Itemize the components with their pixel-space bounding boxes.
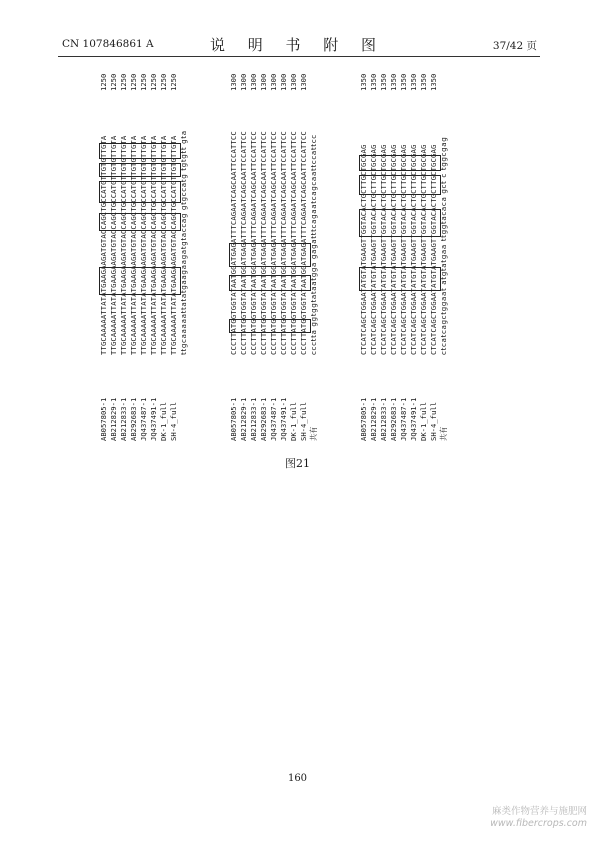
position-number: 1350 [389, 73, 398, 91]
sequence-label: AB057805-1 [99, 397, 108, 441]
column-highlight-box [99, 181, 181, 203]
position-number: 1250 [159, 73, 168, 91]
sequence-row [150, 66, 158, 441]
position-number: 1350 [369, 73, 378, 91]
sequence-label: AB292683-1 [259, 397, 268, 441]
position-number: 1300 [289, 73, 298, 91]
consensus-sequence: ctcatcagctggaat atgtatgaa ttggtacaca gct c tggcgag [439, 136, 448, 355]
patent-number: CN 107846861 A [62, 38, 154, 50]
sequence-row [360, 66, 368, 441]
sequence-text: TTGCAAAAATTATATGAAGAAGATGTACCAGCTGCCATGTTGTGTTGTA [159, 135, 168, 355]
sequence-label: JQ437491-1 [409, 397, 418, 441]
figure-caption: 图21 [285, 457, 310, 470]
sequence-label: AB212833-1 [249, 397, 258, 441]
consensus-label: 共有 [439, 426, 448, 441]
sequence-label: SH-4_full [429, 402, 438, 441]
sequence-row [140, 66, 148, 441]
sequence-text: CTCATCAGCTGGAATATGTATGAAGTTGGTACACTGCTTGCTGCGAG [419, 144, 428, 355]
column-highlight-box [99, 163, 181, 177]
rotated-alignment [100, 66, 500, 441]
sequence-row [130, 66, 138, 441]
sequence-label: JQ437487-1 [269, 397, 278, 441]
sequence-text: TTGCAAAAATTATATGAAGAAGATGTACCAGCTGCCATGTTGTGTTGTA [139, 135, 148, 355]
position-number: 1300 [269, 73, 278, 91]
sequence-text: TTGCAAAAATTATATGAAGAAGATGTACCAGCTGCCATGTTGTGTTGTA [109, 135, 118, 355]
sequence-label: AB212829-1 [239, 397, 248, 441]
position-number: 1350 [419, 73, 428, 91]
consensus-row [180, 66, 188, 441]
sequence-row [110, 66, 118, 441]
sequence-label: JQ437491-1 [279, 397, 288, 441]
position-number: 1300 [279, 73, 288, 91]
column-highlight-box [229, 275, 311, 291]
sequence-text: CTCATCAGCTGGAATATGTATGAAGTTGGTACACTGCTTGCTGCGAG [359, 144, 368, 355]
sequence-row [370, 66, 378, 441]
page-counter: 37/42 页 [492, 40, 537, 52]
sequence-label: AB212829-1 [109, 397, 118, 441]
sequence-text: CTCATCAGCTGGAATATGTATGAAGTTGGTACACTGCTTGCTGCGAG [409, 144, 418, 355]
sequence-row [400, 66, 408, 441]
column-highlight-box [359, 175, 441, 195]
sequence-text: TTGCAAAAATTATATGAAGAAGATGTACCAGCTGCCATGTTGTGTTGTA [169, 135, 178, 355]
alignment-block [360, 66, 454, 441]
position-number: 1350 [429, 73, 438, 91]
position-number: 1250 [169, 73, 178, 91]
position-number: 1250 [109, 73, 118, 91]
alignment-block [230, 66, 324, 441]
sequence-text: CTCATCAGCTGGAATATGTATGAAGTTGGTACACTGCTTGCTGCGAG [369, 144, 378, 355]
position-number: 1300 [239, 73, 248, 91]
position-number: 1300 [259, 73, 268, 91]
position-number: 1250 [139, 73, 148, 91]
alignment-block [100, 66, 194, 441]
sequence-row [170, 66, 178, 441]
position-number: 1350 [379, 73, 388, 91]
sequence-label: AB057805-1 [359, 397, 368, 441]
sequence-text: CCCTTATGGTGGTATAATGGATGAGATTTCAGAATCAGCAATTCCATTCC [279, 131, 288, 355]
sequence-text: TTGCAAAAATTATATGAAGAAGATGTACCAGCTGCCATGTTGTGTTGTA [149, 135, 158, 355]
sequence-text: CTCATCAGCTGGAATATGTATGAAGTTGGTACACTGCTTGCTGCGAG [379, 144, 388, 355]
sequence-text: CCCTTATGGTGGTATAATGGATGAGATTTCAGAATCAGCAATTCCATTCC [249, 131, 258, 355]
page-heading: 说 明 书 附 图 [209, 36, 386, 54]
position-number: 1300 [299, 73, 308, 91]
position-number: 1250 [99, 73, 108, 91]
column-highlight-box [99, 213, 181, 231]
sequence-row [430, 66, 438, 441]
sequence-label: DK-1_full [419, 402, 428, 441]
consensus-sequence: ccctta ggtggtataatgga gagatttcagaatcagcaattccattcc [309, 134, 318, 355]
column-highlight-box [99, 143, 181, 159]
sequence-label: JQ437491-1 [149, 397, 158, 441]
sequence-label: JQ437487-1 [399, 397, 408, 441]
sequence-text: CCCTTATGGTGGTATAATGGATGAGATTTCAGAATCAGCAATTCCATTCC [289, 131, 298, 355]
sequence-text: CCCTTATGGTGGTATAATGGATGAGATTTCAGAATCAGCAATTCCATTCC [239, 131, 248, 355]
position-number: 1350 [359, 73, 368, 91]
column-highlight-box [99, 267, 181, 295]
consensus-row [310, 66, 318, 441]
position-number: 1350 [409, 73, 418, 91]
watermark-text: 麻类作物营养与施肥网 [491, 806, 587, 817]
sequence-text: CCCTTATGGTGGTATAATGGATGAGATTTCAGAATCAGCAATTCCATTCC [259, 131, 268, 355]
sequence-row [390, 66, 398, 441]
sequence-row [160, 66, 168, 441]
column-highlight-box [359, 209, 441, 237]
consensus-sequence: ttgcaaaaattatatgaagaagatgtaccag gtgccatg tgtgtt gta [179, 130, 188, 355]
sequence-text: CCCTTATGGTGGTATAATGGATGAGATTTCAGAATCAGCAATTCCATTCC [229, 131, 238, 355]
header-rule [58, 56, 540, 57]
sequence-text: CCCTTATGGTGGTATAATGGATGAGATTTCAGAATCAGCAATTCCATTCC [299, 131, 308, 355]
position-number: 1300 [229, 73, 238, 91]
sequence-text: CTCATCAGCTGGAATATGTATGAAGTTGGTACACTGCTTGCTGCGAG [389, 144, 398, 355]
position-number: 1350 [399, 73, 408, 91]
sequence-label: AB057805-1 [229, 397, 238, 441]
watermark-url: www.fibercrops.com [490, 818, 587, 829]
position-number: 1250 [129, 73, 138, 91]
sequence-row [120, 66, 128, 441]
sequence-text: TTGCAAAAATTATATGAAGAAGATGTACCAGCTGCCATGTTGTGTTGTA [129, 135, 138, 355]
sequence-alignment-figure [100, 66, 500, 441]
sequence-label: AB212833-1 [119, 397, 128, 441]
sequence-label: JQ437487-1 [139, 397, 148, 441]
sequence-label: AB292683-1 [389, 397, 398, 441]
column-highlight-box [229, 243, 311, 267]
sequence-row [420, 66, 428, 441]
sequence-label: AB292683-1 [129, 397, 138, 441]
sequence-text: CTCATCAGCTGGAATATGTATGAAGTTGGTACACTGCTTGCTGCGAG [399, 144, 408, 355]
column-highlight-box [229, 319, 311, 333]
sequence-row [410, 66, 418, 441]
sequence-text: CTCATCAGCTGGAATATGTATGAAGTTGGTACACTGCTTGCTGCGAG [429, 144, 438, 355]
sequence-label: AB212833-1 [379, 397, 388, 441]
consensus-row [440, 66, 448, 441]
sequence-text: CCCTTATGGTGGTATAATGGATGAGATTTCAGAATCAGCAATTCCATTCC [269, 131, 278, 355]
sequence-label: AB212829-1 [369, 397, 378, 441]
sequence-label: SH-4_full [299, 402, 308, 441]
consensus-label: 共有 [309, 426, 318, 441]
position-number: 1300 [249, 73, 258, 91]
sequence-label: DK-1_full [289, 402, 298, 441]
position-number: 1250 [149, 73, 158, 91]
page-number: 160 [287, 773, 308, 784]
column-highlight-box [359, 267, 441, 291]
sequence-label: SH-4_full [169, 402, 178, 441]
sequence-text: TTGCAAAAATTATATGAAGAAGATGTACCAGCTGCCATGTTGTGTTGTA [99, 135, 108, 355]
sequence-row [100, 66, 108, 441]
sequence-label: DK-1_full [159, 402, 168, 441]
column-highlight-box [359, 155, 441, 171]
position-number: 1250 [119, 73, 128, 91]
sequence-text: TTGCAAAAATTATATGAAGAAGATGTACCAGCTGCCATGTTGTGTTGTA [119, 135, 128, 355]
sequence-row [380, 66, 388, 441]
